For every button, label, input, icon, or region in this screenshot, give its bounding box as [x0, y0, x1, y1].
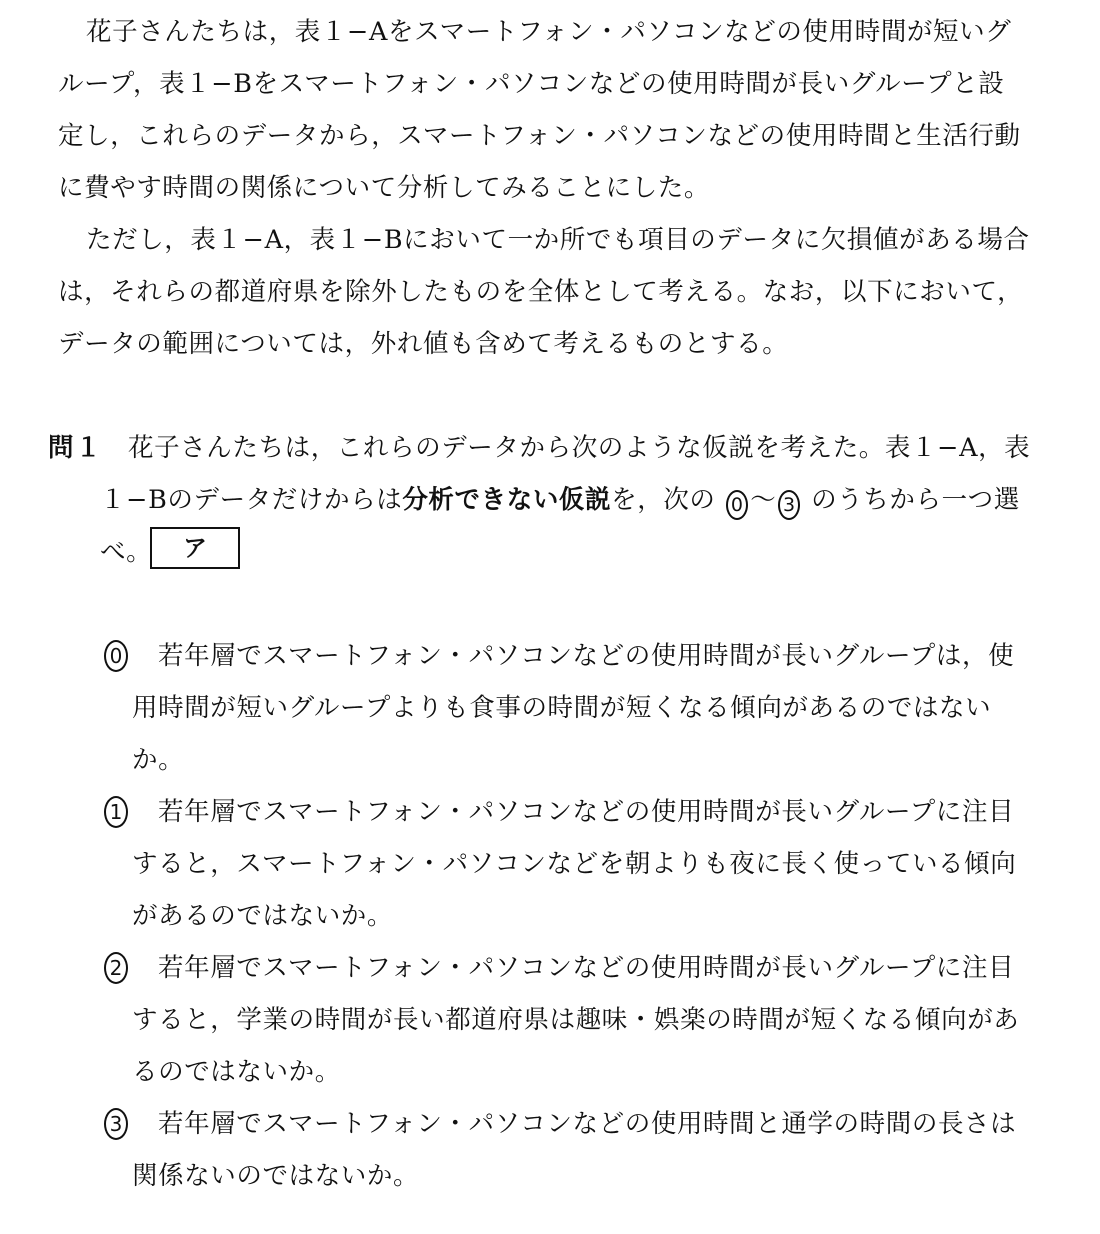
question-line-2-mid: を，次の	[611, 485, 716, 515]
option-0-badge: 0	[104, 640, 128, 672]
intro-p1-line-2: ループ，表１−Bをスマートフォン・パソコンなどの使用時間が長いグループと設	[58, 69, 1005, 99]
option-0-line-1: 若年層でスマートフォン・パソコンなどの使用時間が長いグループは，使	[158, 641, 1015, 671]
intro-p2-line-2: は，それらの都道府県を除外したものを全体として考える。なお，以下において，	[58, 277, 1024, 307]
intro-p1-line-3: 定し，これらのデータから，スマートフォン・パソコンなどの使用時間と生活行動	[58, 121, 1021, 151]
option-0-line-2: 用時間が短いグループよりも食事の時間が短くなる傾向があるのではない	[132, 693, 992, 723]
intro-p1-line-1: 花子さんたちは，表１−Aをスマートフォン・パソコンなどの使用時間が短いグ	[86, 17, 1012, 47]
question-emphasis: 分析できない仮説	[402, 485, 612, 515]
option-3-line-1: 若年層でスマートフォン・パソコンなどの使用時間と通学の時間の長さは	[158, 1109, 1017, 1139]
option-1-line-2: すると，スマートフォン・パソコンなどを朝よりも夜に長く使っている傾向	[132, 849, 1017, 879]
option-2-line-1: 若年層でスマートフォン・パソコンなどの使用時間が長いグループに注目	[158, 953, 1015, 983]
question-line-1: 花子さんたちは，これらのデータから次のような仮説を考えた。表１−A，表	[128, 433, 1031, 463]
option-1-line-1: 若年層でスマートフォン・パソコンなどの使用時間が長いグループに注目	[158, 797, 1015, 827]
question-line-2-end: のうちから一つ選	[811, 485, 1020, 515]
option-3-line-2: 関係ないのではないか。	[132, 1161, 420, 1191]
intro-p2-line-3: データの範囲については，外れ値も含めて考えるものとする。	[58, 329, 789, 359]
option-2-badge: 2	[104, 952, 128, 984]
option-1-badge: 1	[104, 796, 128, 828]
range-end-badge: 3	[778, 490, 800, 520]
intro-p1-line-4: に費やす時間の関係について分析してみることにした。	[58, 173, 710, 203]
option-0-line-3: か。	[132, 745, 185, 775]
range-start-badge: 0	[726, 490, 748, 520]
option-2-line-2: すると，学業の時間が長い都道府県は趣味・娯楽の時間が短くなる傾向があ	[132, 1005, 1020, 1035]
question-line-3: べ。	[100, 537, 153, 567]
question-line-2-start: １−Bのデータだけからは	[100, 485, 403, 515]
range-separator: ～	[750, 485, 777, 515]
answer-box-a[interactable]: ア	[150, 527, 240, 569]
option-1-line-3: があるのではないか。	[132, 901, 394, 931]
option-2-line-3: るのではないか。	[132, 1057, 341, 1087]
question-line-2	[100, 480, 1020, 520]
option-3-badge: 3	[104, 1108, 128, 1140]
question-label: 問１	[48, 433, 104, 463]
intro-p2-line-1: ただし，表１−A，表１−Bにおいて一か所でも項目のデータに欠損値がある場合	[86, 225, 1030, 255]
